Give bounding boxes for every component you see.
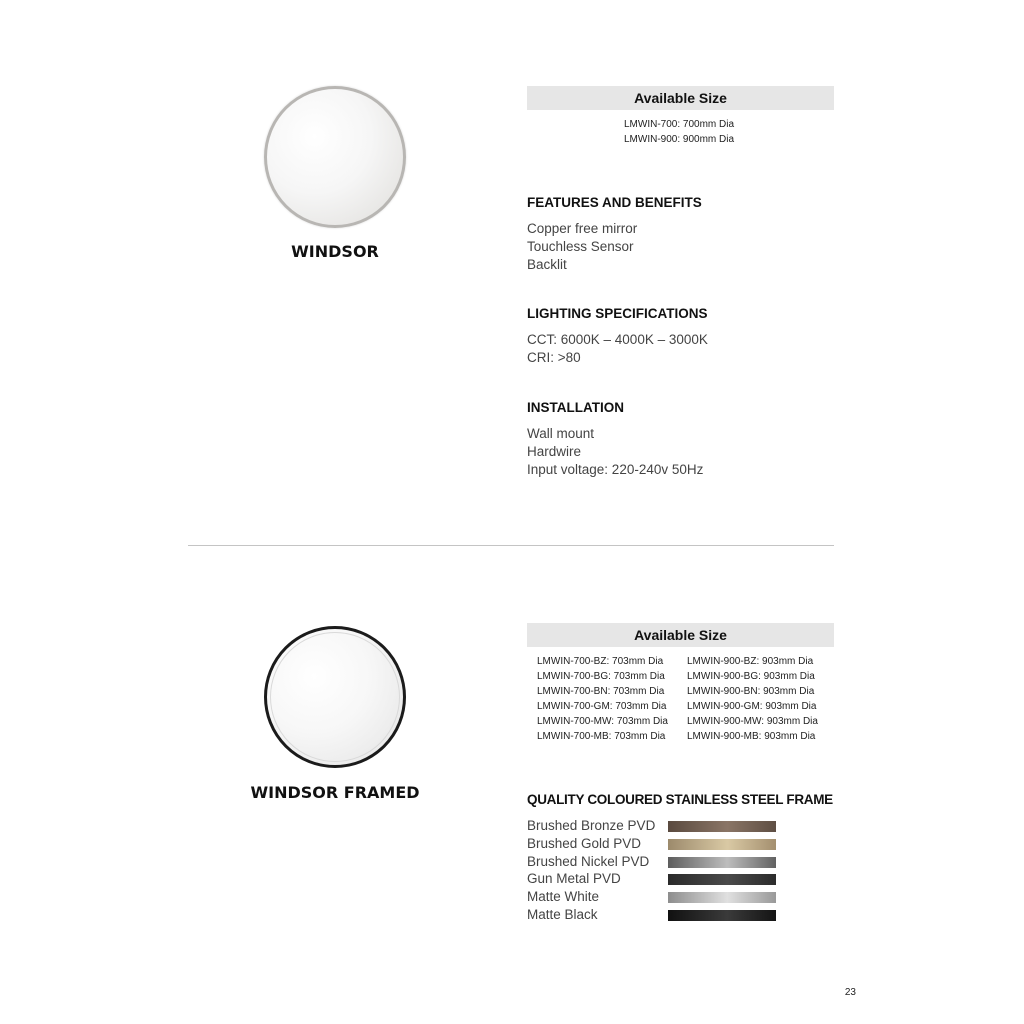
finish-row: [527, 817, 787, 835]
size-item: LMWIN-700-BZ: 703mm Dia: [537, 656, 664, 667]
finish-row: [527, 835, 787, 853]
size-item: LMWIN-900-MW: 903mm Dia: [687, 716, 818, 727]
brushed-nickel-swatch: [668, 857, 776, 868]
size-item: LMWIN-900-BG: 903mm Dia: [687, 671, 815, 682]
size-item: LMWIN-700-MW: 703mm Dia: [537, 716, 668, 727]
lighting-list: [527, 331, 708, 367]
finish-label: Matte Black: [527, 906, 598, 922]
lighting-item: CCT: 6000K – 4000K – 3000K: [527, 332, 708, 347]
size-item: LMWIN-900-GM: 903mm Dia: [687, 701, 817, 712]
size-item: LMWIN-900-BZ: 903mm Dia: [687, 656, 814, 667]
features-list: [527, 220, 637, 274]
size-item: LMWIN-700-BN: 703mm Dia: [537, 686, 665, 697]
windsor-product-name: WINDSOR: [291, 242, 379, 261]
gun-metal-swatch: [668, 874, 776, 885]
size-item: LMWIN-700-MB: 703mm Dia: [537, 731, 666, 742]
feature-item: Backlit: [527, 257, 567, 272]
matte-black-swatch: [668, 910, 776, 921]
finish-label: Brushed Bronze PVD: [527, 818, 656, 833]
windsor-framed-available-size-header: Available Size: [527, 623, 834, 647]
size-item: LMWIN-700-GM: 703mm Dia: [537, 701, 667, 712]
installation-title: INSTALLATION: [527, 400, 624, 415]
windsor-mirror-image: [264, 86, 406, 228]
page-number: 23: [844, 987, 856, 998]
windsor-framed-size-grid: [537, 654, 837, 744]
windsor-framed-product-name: WINDSOR FRAMED: [250, 783, 420, 802]
installation-item: Hardwire: [527, 444, 582, 459]
feature-item: Copper free mirror: [527, 221, 638, 236]
size-item: LMWIN-700: 700mm Dia: [624, 119, 735, 130]
finish-label: Brushed Gold PVD: [527, 835, 642, 851]
installation-item: Wall mount: [527, 426, 595, 441]
features-title: FEATURES AND BENEFITS: [527, 195, 702, 210]
matte-white-swatch: [668, 892, 776, 903]
finish-label: Brushed Nickel PVD: [527, 853, 650, 869]
frame-title: QUALITY COLOURED STAINLESS STEEL FRAME: [527, 792, 833, 807]
size-item: LMWIN-900-MB: 903mm Dia: [687, 731, 816, 742]
finish-row: [527, 853, 787, 871]
size-item: LMWIN-900-BN: 903mm Dia: [687, 686, 815, 697]
size-item: LMWIN-700-BG: 703mm Dia: [537, 671, 665, 682]
finish-label: Matte White: [527, 889, 600, 905]
installation-list: [527, 425, 703, 479]
feature-item: Touchless Sensor: [527, 239, 634, 254]
finish-row: [527, 888, 787, 906]
brushed-gold-swatch: [668, 839, 776, 850]
brushed-bronze-swatch: [668, 821, 776, 832]
lighting-item: CRI: >80: [527, 350, 581, 365]
windsor-available-size-header: Available Size: [527, 86, 834, 110]
size-item: LMWIN-900: 900mm Dia: [624, 134, 735, 145]
installation-item: Input voltage: 220-240v 50Hz: [527, 462, 704, 477]
lighting-title: LIGHTING SPECIFICATIONS: [527, 306, 708, 321]
finish-label: Gun Metal PVD: [527, 871, 621, 887]
finish-row: [527, 870, 787, 888]
finish-list: [527, 817, 787, 924]
windsor-size-list: [624, 117, 734, 147]
section-divider: [188, 545, 834, 546]
windsor-framed-mirror-image: [264, 626, 406, 768]
finish-row: [527, 906, 787, 924]
